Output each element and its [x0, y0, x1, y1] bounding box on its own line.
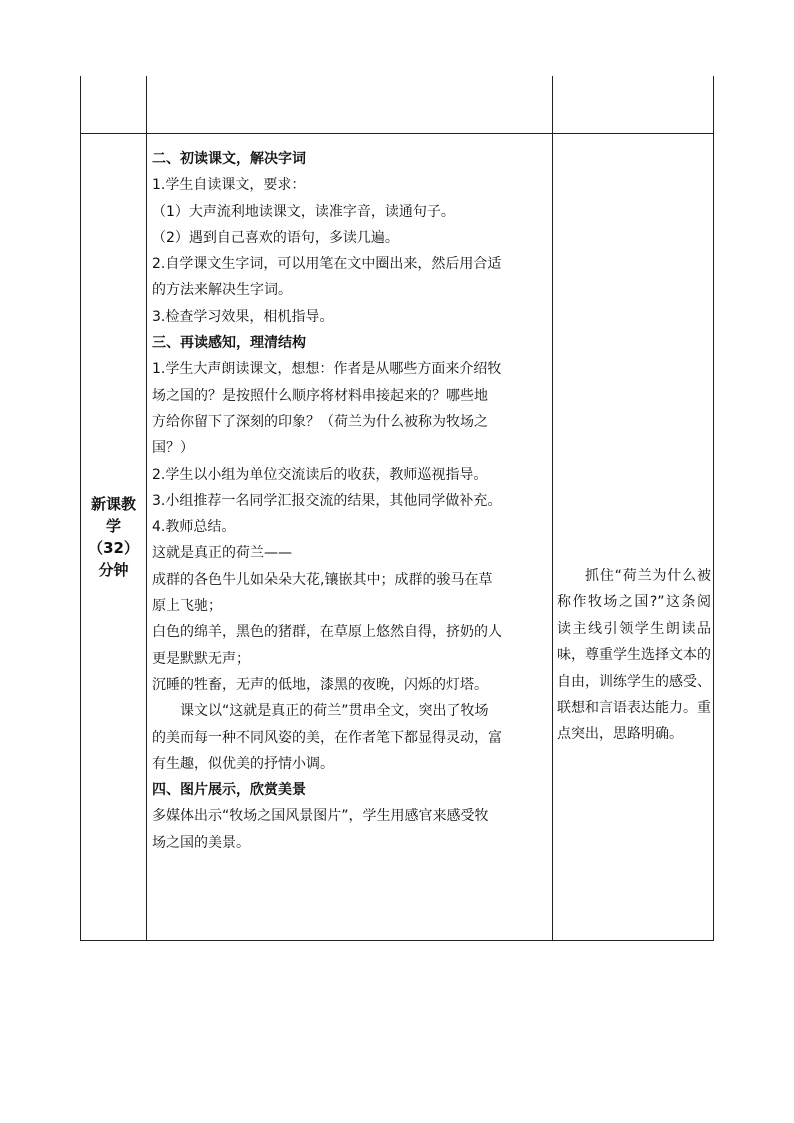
- paragraph: 方给你留下了深刻的印象？（荷兰为什么被称为牧场之: [152, 413, 488, 430]
- summary-line: 有生趣，似优美的抒情小调。: [152, 755, 334, 772]
- quote-line: 原上飞驰；: [152, 598, 222, 615]
- paragraph: 3.检查学习效果，相机指导。: [152, 308, 334, 325]
- paragraph: 4.教师总结。: [152, 519, 236, 536]
- table-divider-2: [552, 76, 553, 941]
- table-border-right: [713, 76, 714, 941]
- paragraph: 国？）: [152, 440, 194, 457]
- paragraph: （1）大声流利地读课文，读准字音，读通句子。: [152, 203, 455, 220]
- design-intent-note: 抓住“荷兰为什么被称作牧场之国?”这条阅读主线引领学生朗读品味，尊重学生选择文本的自由，训练学生的感受、联想和言语表达能力。重点突出，思路明确。: [557, 568, 711, 743]
- section-3-heading: 三、再读感知，理清结构: [152, 335, 306, 352]
- quote-line: 这就是真正的荷兰——: [152, 545, 292, 562]
- quote-line: 白色的绵羊，黑色的猪群，在草原上悠然自得，挤奶的人: [152, 624, 502, 641]
- paragraph: 多媒体出示“牧场之国风景图片”，学生用感官来感受牧: [152, 808, 489, 825]
- paragraph: 场之国的？是按照什么顺序将材料串接起来的？哪些地: [152, 387, 488, 404]
- table-divider-1: [146, 76, 147, 941]
- paragraph: 1.学生大声朗读课文，想想：作者是从哪些方面来介绍牧: [152, 361, 502, 378]
- section-4-heading: 四、图片展示，欣赏美景: [152, 782, 306, 799]
- quote-line: 更是默默无声；: [152, 650, 250, 667]
- paragraph: 的方法来解决生字词。: [152, 282, 292, 299]
- paragraph: （2）遇到自己喜欢的语句，多读几遍。: [152, 229, 399, 246]
- quote-line: 成群的各色牛儿如朵朵大花,镶嵌其中；成群的骏马在草: [152, 571, 493, 588]
- section-2-heading: 二、初读课文，解决字词: [152, 151, 306, 167]
- paragraph: 3.小组推荐一名同学汇报交流的结果，其他同学做补充。: [152, 492, 502, 509]
- stage-label: 新课教学（32）分钟: [88, 495, 139, 579]
- summary-line: 课文以“这就是真正的荷兰”贯串全文，突出了牧场: [180, 703, 489, 720]
- paragraph: 2.自学课文生字词，可以用笔在文中圈出来，然后用合适: [152, 256, 502, 273]
- summary-line: 的美而每一种不同风姿的美，在作者笔下都显得灵动，富: [152, 729, 502, 746]
- table-row-separator: [80, 133, 714, 134]
- paragraph: 1.学生自读课文，要求：: [152, 177, 306, 194]
- quote-line: 沉睡的牲畜，无声的低地，漆黑的夜晚，闪烁的灯塔。: [152, 676, 488, 693]
- paragraph: 2.学生以小组为单位交流读后的收获，教师巡视指导。: [152, 466, 488, 483]
- stage-cell: [81, 134, 146, 940]
- teaching-process-cell: [152, 146, 550, 856]
- table-border-bottom: [80, 940, 714, 941]
- paragraph: 场之国的美景。: [152, 834, 250, 851]
